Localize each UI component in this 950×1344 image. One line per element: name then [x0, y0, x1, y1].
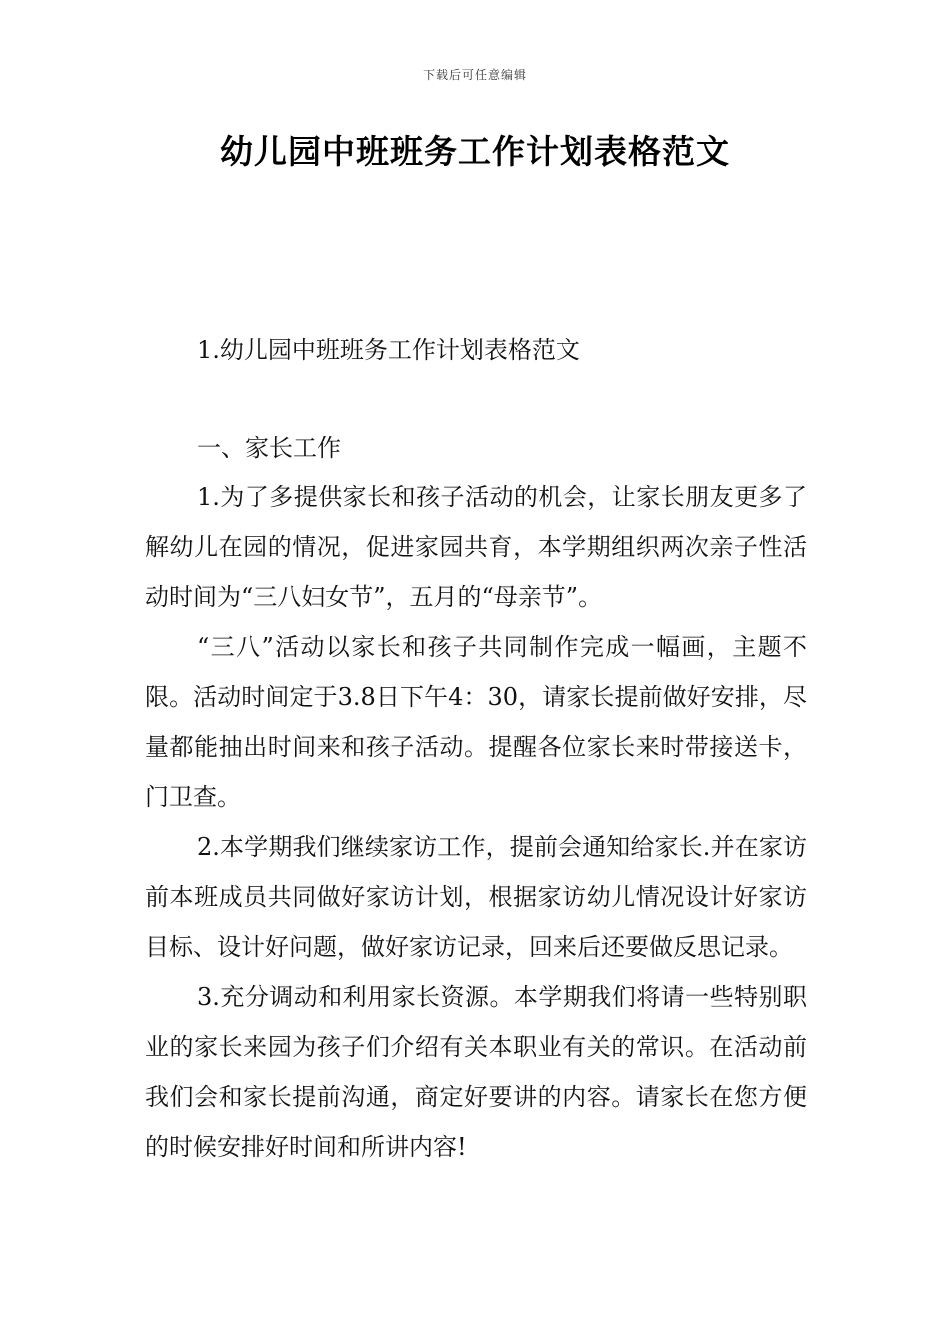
paragraph-1: 1.为了多提供家长和孩子活动的机会，让家长朋友更多了解幼儿在园的情况，促进家园共育，本学期组织两次亲子性活动时间为“三八妇女节”，五月的“母亲节”。 [145, 483, 807, 611]
paragraph-list [145, 472, 807, 1172]
section-heading: 一、家长工作 [197, 434, 341, 462]
header-note: 下载后可任意编辑 [422, 68, 527, 82]
paragraph-2: “三八”活动以家长和孩子共同制作完成一幅画，主题不限。活动时间定于3.8日下午4：30，请家长提前做好安排，尽量都能抽出时间来和孩子活动。提醒各位家长来时带接送卡，门卫查。 [145, 633, 807, 811]
paragraph-3: 2.本学期我们继续家访工作，提前会通知给家长.并在家访前本班成员共同做好家访计划，根据家访幼儿情况设计好家访目标、设计好问题，做好家访记录，回来后还要做反思记录。 [145, 833, 807, 961]
document-title: 幼儿园中班班务工作计划表格范文 [220, 132, 730, 171]
subheading: 1.幼儿园中班班务工作计划表格范文 [197, 336, 580, 364]
paragraph-4: 3.充分调动和利用家长资源。本学期我们将请一些特别职业的家长来园为孩子们介绍有关本职业有关的常识。在活动前我们会和家长提前沟通，商定好要讲的内容。请家长在您方便的时候安排好时间和所讲内容! [145, 983, 807, 1161]
